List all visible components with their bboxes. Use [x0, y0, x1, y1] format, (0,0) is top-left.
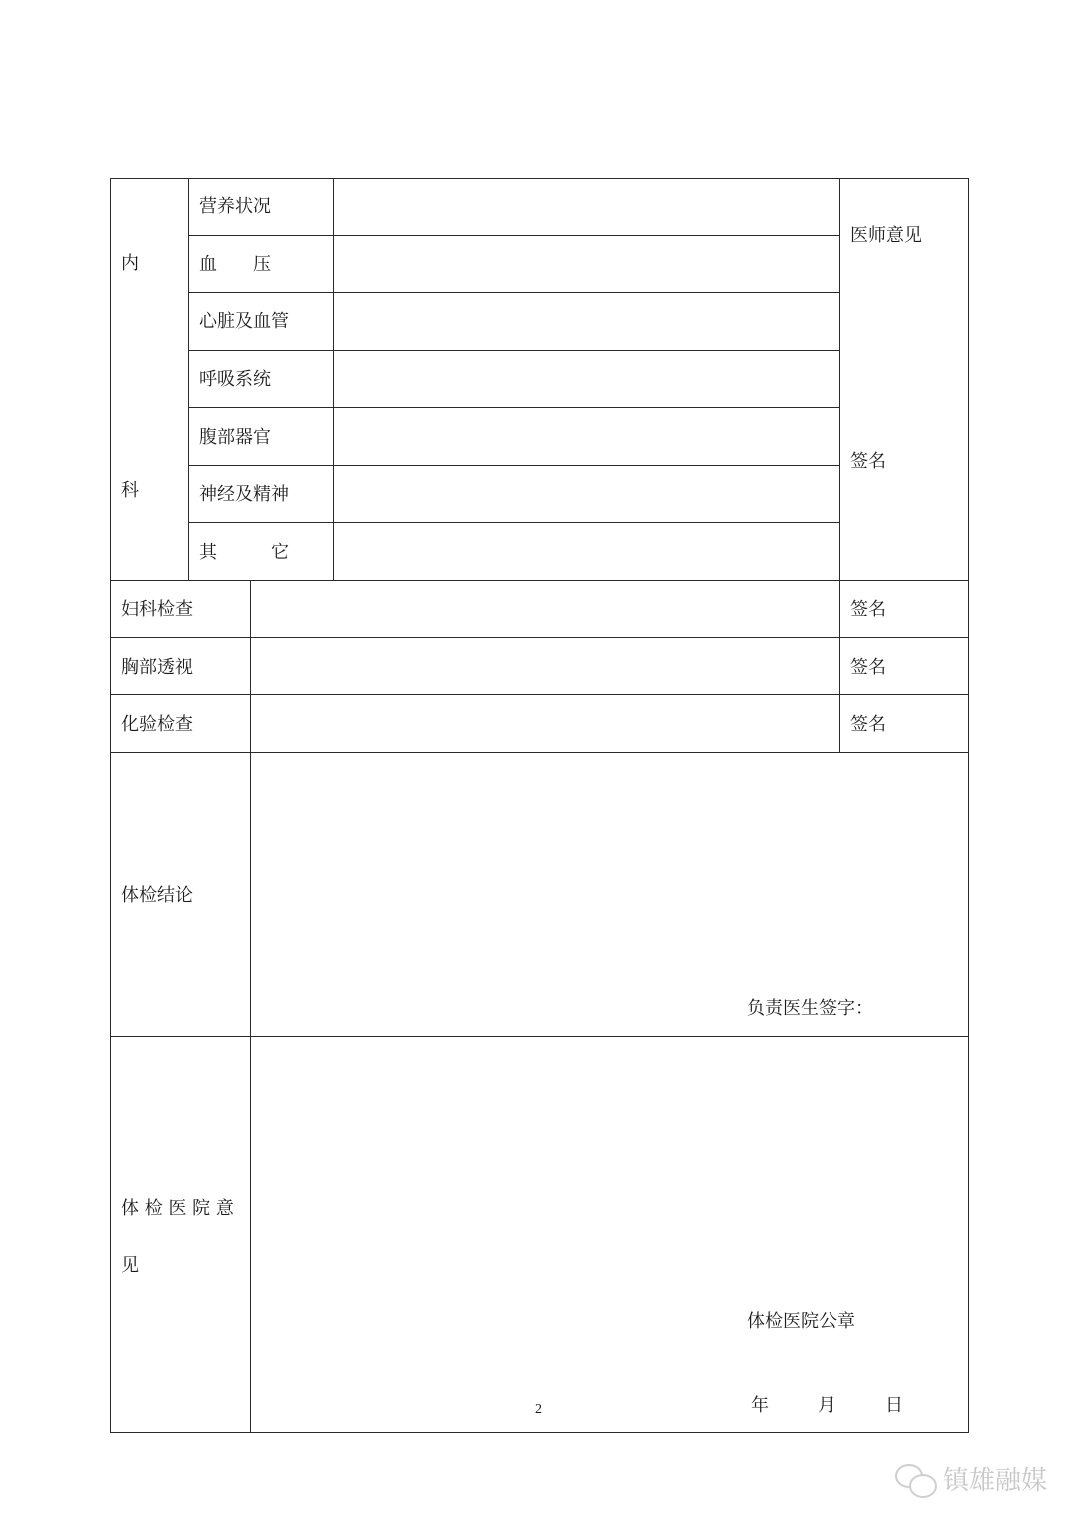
field-blood-pressure[interactable] — [335, 237, 837, 291]
date-day-label: 日 — [885, 1395, 903, 1416]
date-year-label: 年 — [751, 1395, 769, 1416]
label-hospital-opinion-line2: 见 — [121, 1255, 139, 1276]
table-border-bottom — [111, 1432, 969, 1433]
label-conclusion: 体检结论 — [121, 885, 193, 906]
field-other[interactable] — [335, 524, 837, 578]
wechat-icon — [893, 1462, 937, 1496]
divider — [111, 580, 969, 581]
chest-xray-signature-label: 签名 — [850, 657, 886, 678]
table-border-top — [111, 178, 969, 179]
doctor-opinion-field[interactable] — [841, 260, 966, 440]
label-chest-xray: 胸部透视 — [121, 657, 193, 678]
field-gynecology[interactable] — [252, 582, 837, 636]
label-respiratory: 呼吸系统 — [199, 369, 271, 390]
page-number: 2 — [535, 1402, 542, 1417]
watermark — [893, 1460, 1047, 1497]
divider — [188, 235, 839, 236]
field-hospital-opinion[interactable] — [252, 1039, 967, 1299]
divider — [111, 1036, 969, 1037]
divider — [333, 178, 334, 580]
table-border-right — [968, 178, 969, 1433]
field-heart-vascular[interactable] — [335, 294, 837, 348]
field-chest-xray[interactable] — [252, 639, 837, 693]
gynecology-signature-label: 签名 — [850, 599, 886, 620]
divider — [111, 752, 969, 753]
doctor-opinion-label: 医师意见 — [850, 225, 922, 246]
label-lab-tests: 化验检查 — [121, 714, 193, 735]
lab-tests-signature-label: 签名 — [850, 714, 886, 735]
hospital-seal-label: 体检医院公章 — [747, 1311, 855, 1332]
divider — [188, 178, 189, 580]
date-month-label: 月 — [818, 1395, 836, 1416]
label-nutrition: 营养状况 — [199, 196, 271, 217]
watermark-text: 镇雄融媒 — [943, 1466, 1048, 1496]
label-blood-pressure: 血 压 — [199, 254, 271, 275]
label-hospital-opinion-line1: 体 检 医 院 意 — [121, 1198, 234, 1219]
responsible-doctor-signature-label: 负责医生签字： — [747, 998, 873, 1019]
divider — [839, 178, 840, 752]
label-neuro-mental: 神经及精神 — [199, 484, 289, 505]
divider — [188, 522, 839, 523]
label-other: 其 它 — [199, 542, 289, 563]
divider — [188, 407, 839, 408]
divider — [111, 637, 969, 638]
label-heart-vascular: 心脏及血管 — [199, 311, 289, 332]
divider — [188, 465, 839, 466]
field-lab-tests[interactable] — [252, 696, 837, 750]
field-respiratory[interactable] — [335, 352, 837, 406]
section-label-internal-top: 内 — [121, 253, 139, 274]
divider — [250, 580, 251, 1433]
label-gynecology: 妇科检查 — [121, 599, 193, 620]
divider — [188, 292, 839, 293]
field-neuro-mental[interactable] — [335, 467, 837, 521]
section-label-internal-bottom: 科 — [121, 480, 139, 501]
field-abdominal[interactable] — [335, 409, 837, 463]
label-abdominal: 腹部器官 — [199, 427, 271, 448]
divider — [188, 350, 839, 351]
field-nutrition[interactable] — [335, 180, 837, 234]
internal-signature-label: 签名 — [850, 451, 886, 472]
divider — [111, 694, 969, 695]
field-conclusion[interactable] — [252, 754, 967, 984]
table-border-left — [110, 178, 111, 1433]
